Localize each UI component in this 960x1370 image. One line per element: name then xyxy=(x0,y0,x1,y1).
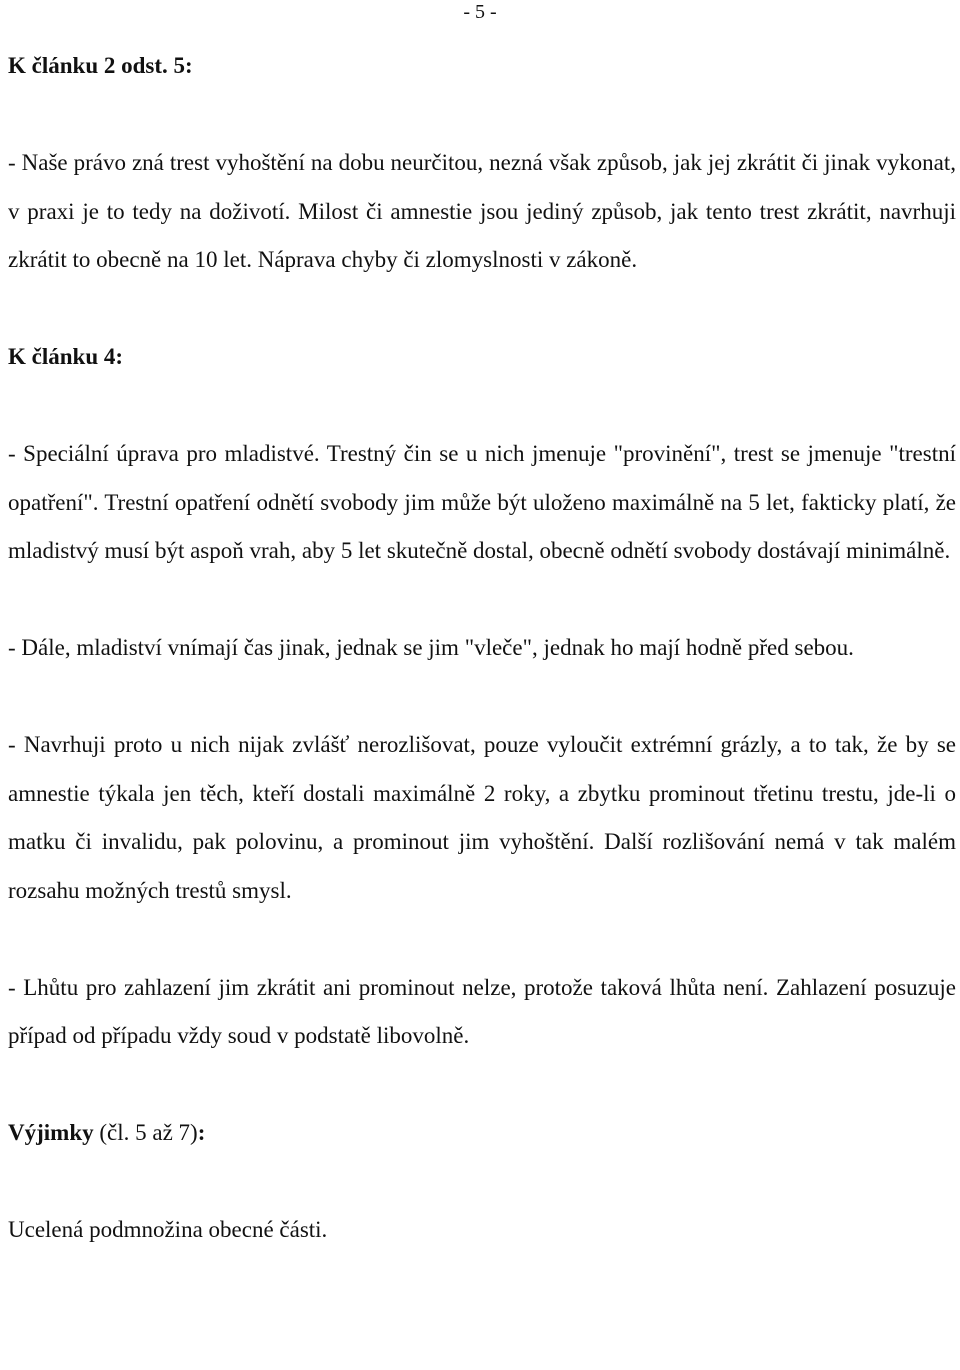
exceptions-colon: : xyxy=(197,1120,206,1145)
paragraph-juveniles: - Speciální úprava pro mladistvé. Trestný čin se u nich jmenuje "provinění", trest se jmenuje "trestní opatření". Trestní opatření odnětí svobody jim může být uloženo maximálně na 5 let, fakticky platí, že mladistvý musí být aspoň vrah, aby 5 let skutečně dostal, obecně odnětí svobody dostávají minimálně. xyxy=(8,441,956,563)
section-heading-article-4: K článku 4: xyxy=(8,344,124,369)
page-number: - 5 - xyxy=(463,1,497,23)
section-heading-article-2: K článku 2 odst. 5: xyxy=(8,53,193,78)
document-body xyxy=(8,42,956,1255)
exceptions-articles-ref: (čl. 5 až 7) xyxy=(93,1120,198,1145)
paragraph-expungement: - Lhůtu pro zahlazení jim zkrátit ani prominout nelze, protože taková lhůta není. Zahlazení posuzuje případ od případu vždy soud v podstatě libovolně. xyxy=(8,974,956,1048)
paragraph-subset: Ucelená podmnožina obecné části. xyxy=(8,1217,328,1242)
paragraph-expulsion: - Naše právo zná trest vyhoštění na dobu neurčitou, nezná však způsob, jak jej zkrátit či jinak vykonat, v praxi je to tedy na doživotí. Milost či amnestie jsou jediný způsob, jak tento trest zkrátit, navrhuji zkrátit to obecně na 10 let. Náprava chyby či zlomyslnosti v zákoně. xyxy=(8,150,956,272)
section-heading-exceptions xyxy=(8,1109,956,1158)
spacer xyxy=(8,576,956,625)
spacer xyxy=(8,1061,956,1110)
spacer xyxy=(8,382,956,431)
spacer xyxy=(8,915,956,964)
spacer xyxy=(8,673,956,722)
paragraph-proposal: - Navrhuji proto u nich nijak zvlášť nerozlišovat, pouze vyloučit extrémní grázly, a to tak, že by se amnestie týkala jen těch, kteří dostali maximálně 2 roky, a zbytku prominout třetinu trestu, jde-li o matku či invalidu, pak polovinu, a prominout jim vyhoštění. Další rozlišování nemá v tak malém rozsahu možných trestů smysl. xyxy=(8,732,956,903)
spacer xyxy=(8,285,956,334)
spacer xyxy=(8,1158,956,1207)
paragraph-time-perception: - Dále, mladiství vnímají čas jinak, jednak se jim "vleče", jednak ho mají hodně před sebou. xyxy=(8,635,854,660)
exceptions-label: Výjimky xyxy=(8,1120,94,1145)
spacer xyxy=(8,91,956,140)
